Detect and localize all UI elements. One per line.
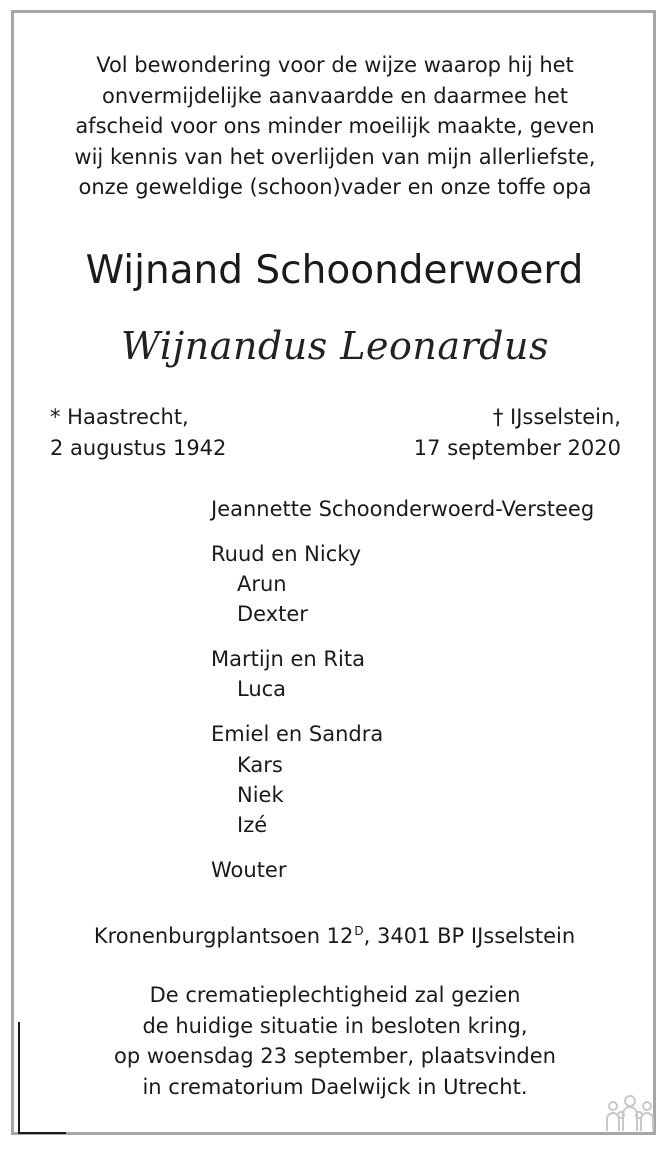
home-address	[0, 916, 669, 951]
cremation-line: de huidige situatie in besloten kring,	[142, 1013, 528, 1038]
family-group-icon	[604, 1093, 656, 1133]
family-member-child: Izé	[237, 813, 268, 837]
intro-line: afscheid voor ons minder moeilijk maakte, geven	[75, 114, 595, 138]
intro-line: Vol bewondering voor de wijze waarop hij het	[96, 53, 574, 77]
family-member: Ruud en Nicky	[211, 542, 362, 566]
cremation-line: in crematorium Daelwijck in Utrecht.	[142, 1074, 528, 1099]
intro-text	[40, 50, 630, 203]
family-member-child: Niek	[237, 783, 284, 807]
family-member-child: Luca	[237, 677, 287, 701]
cremation-line: De crematieplechtigheid zal gezien	[149, 983, 521, 1007]
family-member-child: Dexter	[237, 602, 308, 626]
family-member: Wouter	[211, 858, 287, 882]
family-member-child: Kars	[237, 753, 283, 777]
corner-line-vertical	[18, 1022, 20, 1134]
corner-line-horizontal	[18, 1132, 66, 1134]
intro-line: onvermijdelijke aanvaardde en daarmee het	[101, 83, 569, 108]
family-member: Jeannette Schoonderwoerd-Versteeg	[211, 497, 595, 521]
cremation-line: op woensdag 23 september, plaatsvinden	[114, 1044, 556, 1068]
birth-date: 2 augustus 1942	[50, 436, 227, 460]
family-member: Emiel en Sandra	[211, 722, 384, 746]
birth-info	[50, 402, 226, 464]
death-date: 17 september 2020	[413, 436, 621, 460]
death-info	[414, 402, 621, 464]
family-member: Martijn en Rita	[211, 647, 365, 671]
death-place: † IJsselstein,	[492, 405, 621, 429]
address-suffix: D	[354, 924, 364, 938]
address-street: Kronenburgplantsoen 12	[93, 924, 354, 948]
signature-full-name: Wijnandus Leonardus	[120, 324, 549, 368]
deceased-name: Wijnand Schoonderwoerd	[85, 248, 584, 293]
cremation-notice	[60, 980, 610, 1102]
intro-line: onze geweldige (schoon)vader en onze toffe opa	[78, 175, 592, 199]
family-member-child: Arun	[237, 572, 287, 596]
intro-line: wij kennis van het overlijden van mijn allerliefste,	[74, 144, 596, 169]
birth-place: * Haastrecht,	[50, 405, 189, 429]
address-rest: , 3401 BP IJsselstein	[363, 924, 576, 948]
